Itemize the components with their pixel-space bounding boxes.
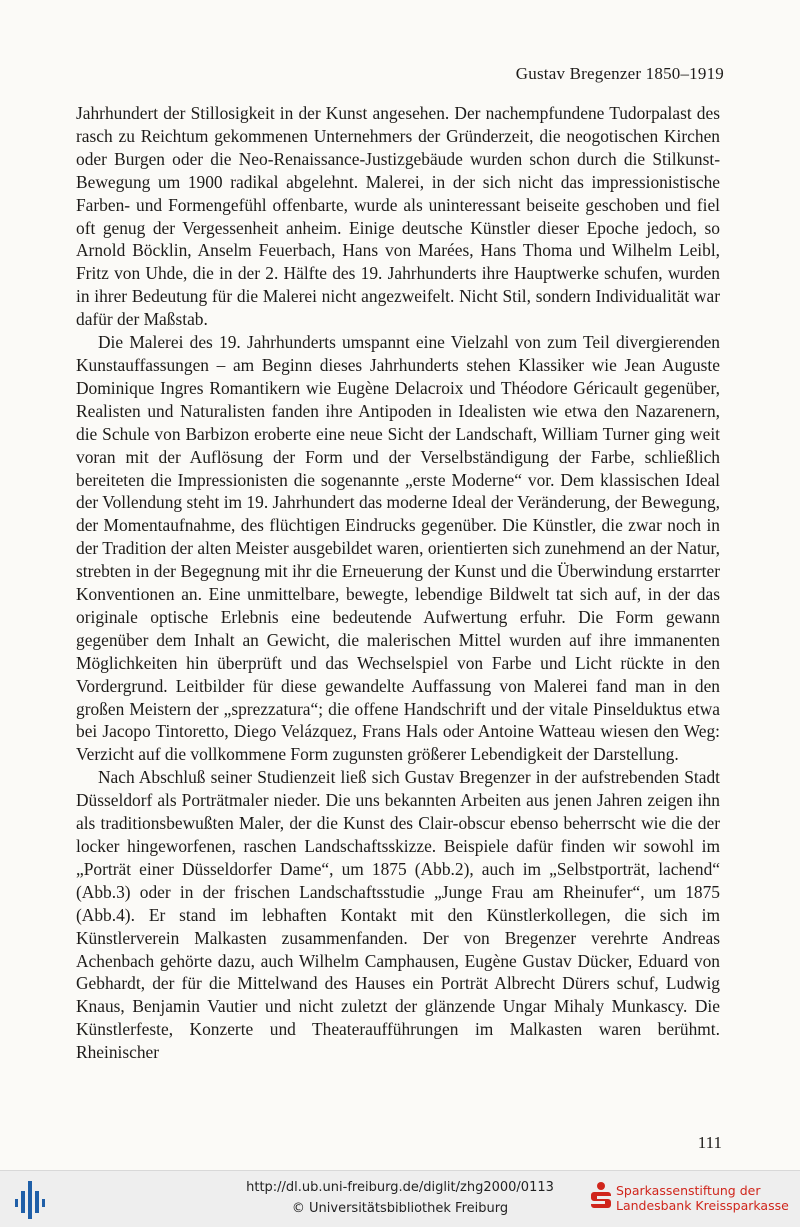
sponsor-block[interactable] [590,1179,795,1221]
page-number: 111 [697,1133,722,1152]
body-text [76,102,720,1064]
sparkasse-logo-icon [590,1181,612,1211]
sponsor-name [616,1183,789,1213]
paragraph: Nach Abschluß seiner Studienzeit ließ sich Gustav Bregenzer in der aufstrebenden Stadt Düsseldorf als Porträtmaler nieder. Die uns bekannten Arbeiten aus jenen Jahren zeigen ihn als traditionsbewußten Maler, der die Kunst des Clair-obscur ebenso beherrscht wie die der locker hingeworfenen, raschen Landschaftsskizze. Beispiele dafür finden wir sowohl im „Porträt einer Düsseldorfer Dame“, um 1875 (Abb.2), auch im „Selbstporträt, lachend“ (Abb.3) oder in der frischen Landschaftsstudie „Junge Frau am Rheinufer“, um 1875 (Abb.4). Er stand im lebhaften Kontakt mit den Künstlerkollegen, die sich im Künstlerverein Malkasten zusammenfanden. Der von Bregenzer verehrte Andreas Achenbach gehörte dazu, auch Wilhelm Camphausen, Eugène Gustav Dücker, Eduard von Gebhardt, der für die Mittelwand des Hauses ein Porträt Albrecht Dürers schuf, Ludwig Knaus, Benjamin Vautier und nicht zuletzt der glänzende Ungar Mihaly Munkascy. Die Künstlerfeste, Konzerte und Theateraufführungen im Malkasten waren berühmt. Rheinischer [76,767,720,1063]
permalink[interactable]: http://dl.ub.uni-freiburg.de/diglit/zhg2000/0113 [246,1180,554,1195]
copyright-notice: © Universitätsbibliothek Freiburg [291,1201,509,1216]
ub-freiburg-logo-icon[interactable] [12,1179,48,1221]
running-header: Gustav Bregenzer 1850–1919 [515,64,724,83]
paragraph: Die Malerei des 19. Jahrhunderts umspannt eine Vielzahl von zum Teil divergierenden Kunstauffassungen – am Beginn dieses Jahrhunderts stehen Klassiker wie Jean Auguste Dominique Ingres Romantikern wie Eugène Delacroix und Théodore Géricault gegenüber, Realisten und Naturalisten fanden ihre Antipoden in Idealisten wie etwa den Nazarenern, die Schule von Barbizon eroberte eine neue Sicht der Landschaft, William Turner ging weit voran mit der Auflösung der Form und der Verselbständigung der Farbe, schließlich bereiteten die Impressionisten die sogenannte „erste Moderne“ vor. Dem klassischen Ideal der Vollendung steht im 19. Jahrhundert das moderne Ideal der Veränderung, der Bewegung, der Momentaufnahme, des flüchtigen Eindrucks gegenüber. Die Künstler, die zwar noch in der Tradition der alten Meister ausgebildet waren, orientierten sich zunehmend an der Natur, strebten in der Begegnung mit ihr die Erneuerung der Kunst und die Überwindung erstarrter Konventionen an. Eine unmittelbare, bewegte, lebendige Bildwelt tat sich auf, in der das originale optische Erlebnis eine bedeutende Aufwertung erfuhr. Die Form gewann gegenüber dem Inhalt an Gewicht, die malerischen Mittel wurden auf ihre immanenten Möglichkeiten hin überprüft und das Wechselspiel von Farbe und Licht rückte in den Vordergrund. Leitbilder für diese gewandelte Auffassung von Malerei fand man in den großen Meistern der „sprezzatura“; die offene Handschrift und der vitale Pinselduktus etwa bei Jacopo Tintoretto, Diego Velázquez, Frans Hals oder Antoine Watteau wiesen den Weg: Verzicht auf die vollkommene Form zugunsten größerer Lebendigkeit der Darstellung. [76,332,720,765]
sponsor-line: Sparkassenstiftung der [616,1183,761,1198]
footer-citation [200,1177,600,1219]
sponsor-line: Landesbank Kreissparkasse [616,1198,789,1213]
viewer-footer [0,1170,800,1227]
paragraph: Jahrhundert der Stillosigkeit in der Kunst angesehen. Der nachempfundene Tudorpalast des rasch zu Reichtum gekommenen Unternehmers der Gründerzeit, die neogotischen Kirchen oder Burgen oder die Neo-Renaissance-Justizgebäude wurden schon durch die Stilkunst-Bewegung um 1900 radikal abgelehnt. Malerei, in der sich nicht das impressionistische Farben- und Formengefühl offenbarte, wurde als uninteressant beiseite geschoben und fiel oft genug der Vergessenheit anheim. Einige deutsche Künstler dieser Epoche jedoch, so Arnold Böcklin, Anselm Feuerbach, Hans von Marées, Hans Thoma und Wilhelm Leibl, Fritz von Uhde, die in der 2. Hälfte des 19. Jahrhunderts ihre Hauptwerke schufen, wurden in ihrer Bedeutung für die Malerei nicht angezweifelt. Nicht Stil, sondern Individualität war dafür der Maßstab. [76,103,720,330]
